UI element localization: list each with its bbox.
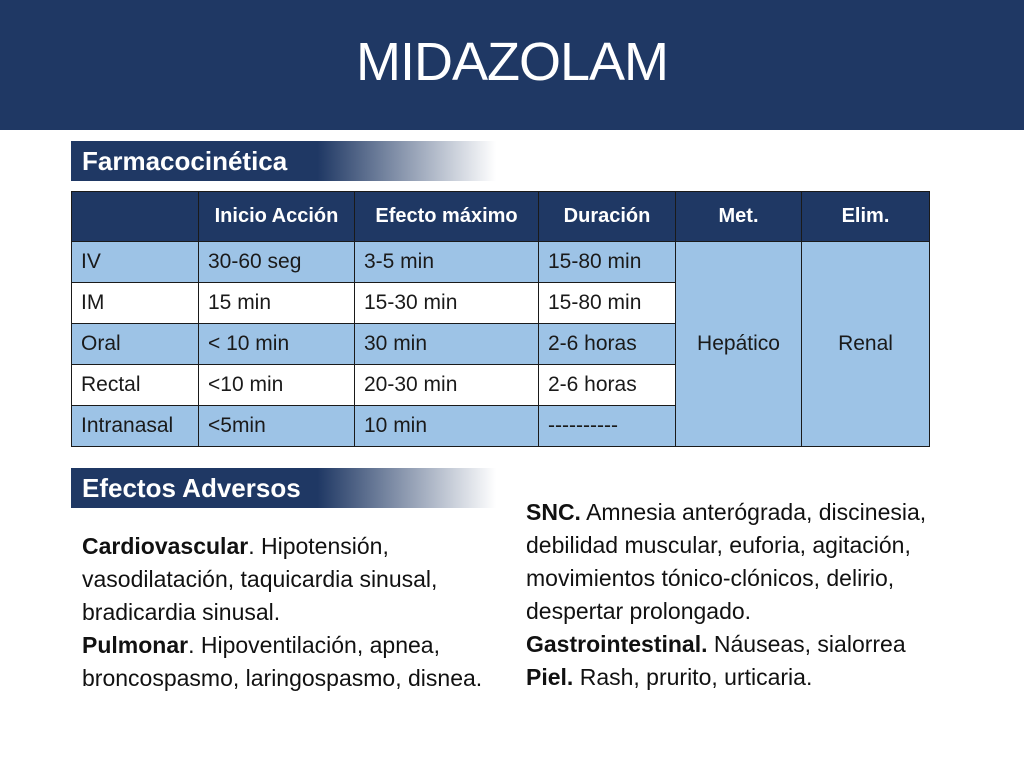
section-title: Farmacocinética (82, 145, 288, 176)
table-cell: ---------- (539, 406, 676, 447)
effect-category: Piel. (526, 664, 574, 690)
column-header: Duración (539, 192, 676, 242)
effect-description: . Hipoventilación, apnea, broncospasmo, laringospasmo, disnea. (82, 632, 483, 691)
column-header: Inicio Acción (199, 192, 355, 242)
column-header (72, 192, 199, 242)
section-header-adverse-effects (71, 468, 496, 508)
adverse-effect-cns (526, 496, 956, 628)
column-header: Met. (676, 192, 802, 242)
table-cell: < 10 min (199, 324, 355, 365)
page-title: MIDAZOLAM (355, 32, 669, 92)
table-cell: 15-80 min (539, 283, 676, 324)
column-header: Elim. (802, 192, 930, 242)
adverse-effects-left-column (82, 530, 502, 695)
route-cell: Intranasal (72, 406, 199, 447)
table-cell: 30 min (355, 324, 539, 365)
table-cell: 10 min (355, 406, 539, 447)
table-cell: 15 min (199, 283, 355, 324)
section-title: Efectos Adversos (82, 472, 301, 503)
table-cell: 2-6 horas (539, 365, 676, 406)
table-row (72, 242, 930, 283)
elimination-cell: Renal (802, 242, 930, 447)
table-cell: 30-60 seg (199, 242, 355, 283)
adverse-effect-skin (526, 661, 956, 694)
effect-description: Náuseas, sialorrea (707, 631, 906, 657)
effect-category: SNC. (526, 499, 581, 525)
effect-description: Amnesia anterógrada, discinesia, debilidad muscular, euforia, agitación, movimientos tónico-clónicos, delirio, despertar prolongado. (526, 499, 927, 624)
route-cell: Oral (72, 324, 199, 365)
adverse-effects-right-column (526, 496, 956, 694)
adverse-effect-pulmonary (82, 629, 502, 695)
effect-category: Cardiovascular (82, 533, 249, 559)
table-cell: <10 min (199, 365, 355, 406)
effect-description: Rash, prurito, urticaria. (573, 664, 813, 690)
effect-category: Pulmonar (82, 632, 189, 658)
title-bar (0, 0, 1024, 130)
adverse-effect-cardiovascular (82, 530, 502, 629)
table-cell: <5min (199, 406, 355, 447)
route-cell: IV (72, 242, 199, 283)
section-header-pharmacokinetics (71, 141, 496, 181)
table-cell: 20-30 min (355, 365, 539, 406)
table-header-row (72, 192, 930, 242)
metabolism-cell: Hepático (676, 242, 802, 447)
route-cell: IM (72, 283, 199, 324)
effect-description: . Hipotensión, vasodilatación, taquicardia sinusal, bradicardia sinusal. (82, 533, 438, 625)
route-cell: Rectal (72, 365, 199, 406)
pharmacokinetics-table (71, 191, 930, 447)
effect-category: Gastrointestinal. (526, 631, 708, 657)
table-cell: 15-80 min (539, 242, 676, 283)
adverse-effect-gastrointestinal (526, 628, 956, 661)
table-cell: 2-6 horas (539, 324, 676, 365)
table-cell: 3-5 min (355, 242, 539, 283)
column-header: Efecto máximo (355, 192, 539, 242)
table-cell: 15-30 min (355, 283, 539, 324)
